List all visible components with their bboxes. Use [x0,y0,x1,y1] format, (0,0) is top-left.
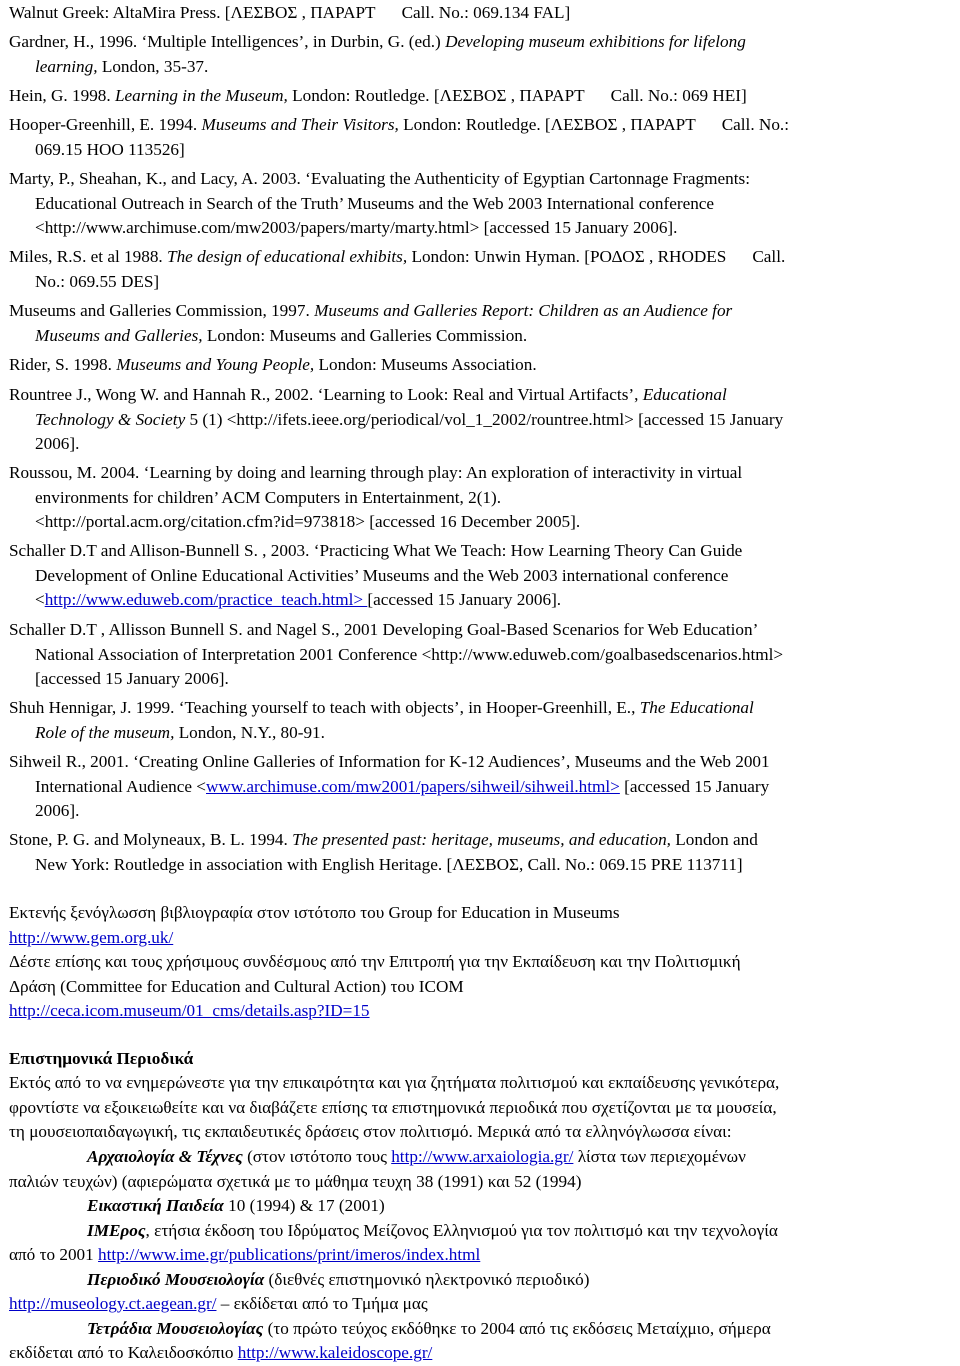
reference-entry: Shuh Hennigar, J. 1999. ‘Teaching yourself to teach with objects’, in Hooper-Greenhill, E., The Educational Role of the museum, London, N.Y., 80-91. [9,698,754,742]
gem-link[interactable]: http://www.gem.org.uk/ [9,927,174,947]
journal-title: Τετράδια Μουσειολογίας [87,1318,264,1338]
archimuse-sihweil-link[interactable]: www.archimuse.com/mw2001/papers/sihweil/sihweil.html> [206,776,620,796]
reference-title: Educational [642,385,727,404]
icom-link[interactable]: http://ceca.icom.museum/01_cms/details.asp?ID=15 [9,1001,370,1020]
section-heading: Επιστημονικά Περιοδικά [9,1049,194,1068]
museology-link[interactable]: http://museology.ct.aegean.gr/ [9,1294,217,1313]
reference-title: The presented past: heritage, museums, and education, [292,830,671,849]
reference-title: Learning in the Museum, [114,86,288,105]
reference-entry: Gardner, H., 1996. ‘Multiple Intelligences’, in Durbin, G. (ed.) Developing museum exhibitions for lifelong learning, London, 35-37. [9,32,746,76]
reference-entry: Schaller D.T , Allisson Bunnell S. and Nagel S., 2001 Developing Goal-Based Scenarios for Web Education’ National Association of Interpretation 2001 Conference <http://www.eduweb.com/goalbasedscenarios.html> [accessed 15 January 2006]. [9,620,784,688]
reference-entry: Marty, P., Sheahan, K., and Lacy, A. 2003. ‘Evaluating the Authenticity of Egyptian Cartonnage Fragments: Educational Outreach in Search of the Truth’ Museums and the Web 2003 International conference <http://www.archimuse.com/mw2003/papers/marty/marty.html> [accessed 15 January 2006]. [9,169,750,237]
reference-entry: Miles, R.S. et al 1988. The design of educational exhibits, London: Unwin Hyman. [ΡΟΔΟΣ , RHODES Call. No.: 069.55 DES] [9,247,786,291]
reference-entry: Rider, S. 1998. Museums and Young People, London: Museums Association. [9,355,537,374]
reference-title: Museums and Young People, [116,355,315,374]
eduweb-practice-link[interactable]: http://www.eduweb.com/practice_teach.html> [44,590,368,609]
journals-intro: Εκτός από το να ενημερώνεστε για την επικαιρότητα και για ζητήματα πολιτισμού και εκπαίδευσης γενικότερα, φροντίστε να εξοικειωθείτε και να διαβάζετε επίσης τα επιστημονικά περιοδικά που σχετίζονται με τα μουσεία, τη μουσειοπαιδαγωγική, τις εκπαιδευτικές δράσεις στον πολιτισμό. Μερικά από τα ελληνόγλωσσα είναι: [9,1073,780,1141]
reference-entry: Stone, P. G. and Molyneaux, B. L. 1994. The presented past: heritage, museums, and education, London and New York: Routledge in association with English Heritage. [ΛΕΣΒΟΣ, Call. No.: 069.15 PRE 113711] [9,830,758,874]
reference-entry: Rountree J., Wong W. and Hannah R., 2002. ‘Learning to Look: Real and Virtual Artifacts’, Educational Technology & Society 5 (1) <http://ifets.ieee.org/periodical/vol_1_2002/rountree.html> [accessed 15 January 2006]. [9,385,784,453]
reference-title: Museums and Galleries Report: Children as an Audience for [314,301,733,320]
ime-link[interactable]: http://www.ime.gr/publications/print/imeros/index.html [98,1245,481,1264]
reference-entry: Hooper-Greenhill, E. 1994. Museums and Their Visitors, London: Routledge. [ΛΕΣΒΟΣ , ΠΑΡΑΡΤ Call. No.: 069.15 HOO 113526] [9,115,790,159]
arxaiologia-link[interactable]: http://www.arxaiologia.gr/ [391,1147,574,1166]
call-number: Call. No.: 069.134 FAL] [401,3,571,22]
reference-entry: Schaller D.T and Allison-Bunnell S. , 2003. ‘Practicing What We Teach: How Learning Theory Can Guide Development of Online Educational Activities’ Museums and the Web 2003 international conference <http://www.eduweb.com/practice_teach.html> [accessed 15 January 2006]. [9,541,743,609]
journal-title: ΙΜΕρος [87,1220,146,1240]
reference-title: The Educational [639,698,754,717]
reference-text: Walnut Greek: AltaMira Press. [ΛΕΣΒΟΣ , ΠΑΡΑΡΤ [9,3,376,22]
journal-title: Περιοδικό Μουσειολογία [87,1269,265,1289]
journal-list: Αρχαιολογία & Τέχνες (στον ιστότοπο τους http://www.arxaiologia.gr/ λίστα των περιεχομένων παλιών τευχών) (αφιερώματα σχετικά με το μάθημα τευχη 38 (1991) και 52 (1994) Εικαστική Παιδεία 10 (1994) & 17 (2001) ΙΜΕρος, ετήσια έκδοση του Ιδρύματος Μείζονος Ελληνισμού για τον πολιτισμό και την τεχνολογία από το 2001 http://www.ime.gr/publications/print/imeros/index.html Περιοδικό Μουσειολογία (διεθνές επιστημονικό ηλεκτρονικό περιοδικό) http://museology.ct.aegean.gr/ – εκδίδεται από το Τμήμα μας Τετράδια Μουσειολογίας (το πρώτο τεύχος εκδόθηκε το 2004 από τις εκδόσεις Μεταίχμιο, σήμερα εκδίδεται από το Καλειδοσκόπιο http://www.kaleidoscope.gr/ [9,1147,778,1362]
journal-title: Εικαστική Παιδεία [87,1196,224,1215]
call-number: Call. [752,247,786,266]
icom-resource: Δέστε επίσης και τους χρήσιμους συνδέσμους από την Επιτροπή για την Εκπαίδευση και την Πολιτισμική Δράση (Committee for Education and Cultural Action) του ICOM http://ceca.icom.museum/01_cms/details.asp?ID=15 [9,952,741,1020]
journal-title: Αρχαιολογία & Τέχνες [87,1147,243,1166]
reference-entry: Museums and Galleries Commission, 1997. Museums and Galleries Report: Children as an Audience for Museums and Galleries, London: Museums and Galleries Commission. [9,301,733,345]
reference-title: Museums and Their Visitors, [201,115,399,134]
kaleidoscope-link[interactable]: http://www.kaleidoscope.gr/ [237,1343,433,1362]
reference-entry: Hein, G. 1998. Learning in the Museum, London: Routledge. [ΛΕΣΒΟΣ , ΠΑΡΑΡΤ Call. No.: 069 HEI] [9,86,747,105]
reference-entry: Sihweil R., 2001. ‘Creating Online Galleries of Information for K-12 Audiences’, Museums and the Web 2001 International Audience <www.archimuse.com/mw2001/papers/sihweil/sihweil.html> [accessed 15 January 2006]. [9,752,770,820]
call-number: Call. No.: 069 HEI] [610,86,747,105]
journals-section [9,1047,953,1072]
call-number: Call. No.: [721,115,790,134]
reference-title: The design of educational exhibits, [167,247,408,266]
reference-entry: Roussou, M. 2004. ‘Learning by doing and learning through play: An exploration of interactivity in virtual environments for children’ ACM Computers in Entertainment, 2(1). <http://portal.acm.org/citation.cfm?id=973818> [accessed 16 December 2005]. [9,463,743,531]
reference-title: Developing museum exhibitions for lifelong [445,32,746,51]
gem-resource: Εκτενής ξενόγλωσση βιβλιογραφία στον ιστότοπο του Group for Education in Museums http://www.gem.org.uk/ [9,903,620,947]
reference-entry [9,1,953,26]
